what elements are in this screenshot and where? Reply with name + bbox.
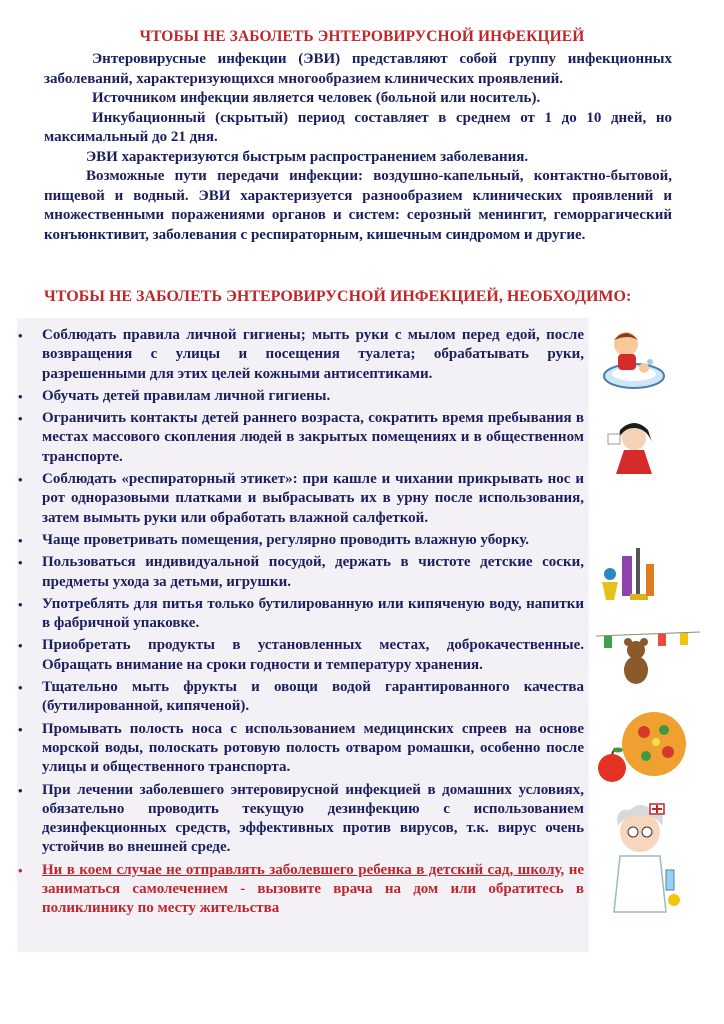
- bullet: •: [18, 532, 23, 548]
- list-item: • Обучать детей правилам личной гигиены.: [42, 387, 584, 406]
- measures-list: [18, 326, 584, 922]
- list-item: • Тщательно мыть фрукты и овощи водой гарантированного качества (бутилированной, кипяченой).: [18, 679, 584, 715]
- bullet: •: [18, 638, 23, 654]
- intro-paragraph: Инкубационный (скрытый) период составляет в среднем от 1 до 10 дней, но максимальный до 21 дня.: [44, 109, 672, 145]
- bullet: •: [18, 388, 23, 404]
- cleaning-supplies-illustration: [596, 542, 660, 604]
- list-item: • Употреблять для питья только бутилированную или кипяченую воду, напитки в фабричной упаковке.: [18, 595, 584, 632]
- bullet: •: [18, 411, 23, 427]
- list-item: • При лечении заболевшего энтеровирусной инфекцией в домашних условиях, обязательно проводить текущую дезинфекцию с использованием дезинфекционных средств, эффективных против вирусов, т.к. вирус очень устойчив во внешней среде.: [18, 781, 584, 856]
- warning-text: не заниматься самолечением - вызовите врача на дом или обратитесь в поликлинику по месту жительства: [42, 861, 584, 917]
- intro-paragraph: Источником инфекции является человек (больной или носитель).: [92, 90, 541, 106]
- bullet: •: [18, 782, 23, 798]
- intro-paragraph: ЭВИ характеризуются быстрым распространением заболевания.: [86, 148, 529, 165]
- fruits-vegetables-illustration: [596, 708, 692, 788]
- bullet: •: [18, 721, 23, 737]
- list-item: • Ограничить контакты детей раннего возраста, сократить время пребывания в местах массового скопления людей в закрытых помещениях и в общественном транспорте.: [18, 410, 584, 465]
- handwashing-child-illustration: [598, 328, 668, 392]
- list-item: • Приобретать продукты в установленных местах, доброкачественные. Обращать внимание на сроки годности и температуру хранения.: [18, 637, 584, 673]
- bullet: •: [18, 596, 23, 612]
- page-title: ЧТОБЫ НЕ ЗАБОЛЕТЬ ЭНТЕРОВИРУСНОЙ ИНФЕКЦИЕЙ: [139, 28, 585, 45]
- warning-underlined: Ни в коем случае не отправлять заболевшего ребенка в детский сад, школу,: [42, 861, 565, 878]
- warning-item: [18, 861, 584, 919]
- teddy-bear-illustration: [594, 628, 702, 690]
- bullet: •: [18, 472, 23, 488]
- doctor-illustration: [604, 800, 688, 920]
- bullet: •: [18, 680, 23, 696]
- list-item: • Соблюдать «респираторный этикет»: при кашле и чихании прикрывать нос и рот одноразовыми платками и выбрасывать их в урну после использования, затем вымыть руки или обработать влажной салфеткой.: [18, 471, 584, 526]
- list-item: • Промывать полость носа с использованием медицинских спреев на основе морской воды, полоскать ротовую полость отваром ромашки, особенно после улицы и общественного транспорта.: [18, 720, 584, 776]
- list-item: • Пользоваться индивидуальной посудой, держать в чистоте детские соски, предметы ухода за детьми, игрушки.: [18, 554, 584, 590]
- intro-paragraph: Возможные пути передачи инфекции: воздушно-капельный, контактно-бытовой, пищевой и водный. ЭВИ характеризуется разнообразием клинических проявлений и множественными поражениями органов и систем: серозный менингит, геморрагический конъюнктивит, заболевания с респираторным, кишечным синдромом и другие.: [44, 168, 672, 243]
- intro-text: [44, 50, 672, 245]
- bullet: •: [18, 862, 23, 878]
- section-heading: ЧТОБЫ НЕ ЗАБОЛЕТЬ ЭНТЕРОВИРУСНОЙ ИНФЕКЦИЕЙ, НЕОБХОДИМО:: [44, 288, 632, 305]
- list-item: • Чаще проветривать помещения, регулярно проводить влажную уборку.: [42, 531, 584, 550]
- bullet: •: [18, 328, 23, 343]
- bullet: •: [18, 555, 23, 571]
- intro-paragraph: Энтеровирусные инфекции (ЭВИ) представляют собой группу инфекционных заболеваний, характеризующихся многообразием клинических проявлений.: [44, 51, 672, 87]
- sneezing-girl-illustration: [600, 420, 664, 478]
- list-item: • Соблюдать правила личной гигиены; мыть руки с мылом перед едой, после возвращения с улицы и посещения туалета; обрабатывать руки, разрешенными для этих целей кожными антисептиками.: [18, 327, 584, 382]
